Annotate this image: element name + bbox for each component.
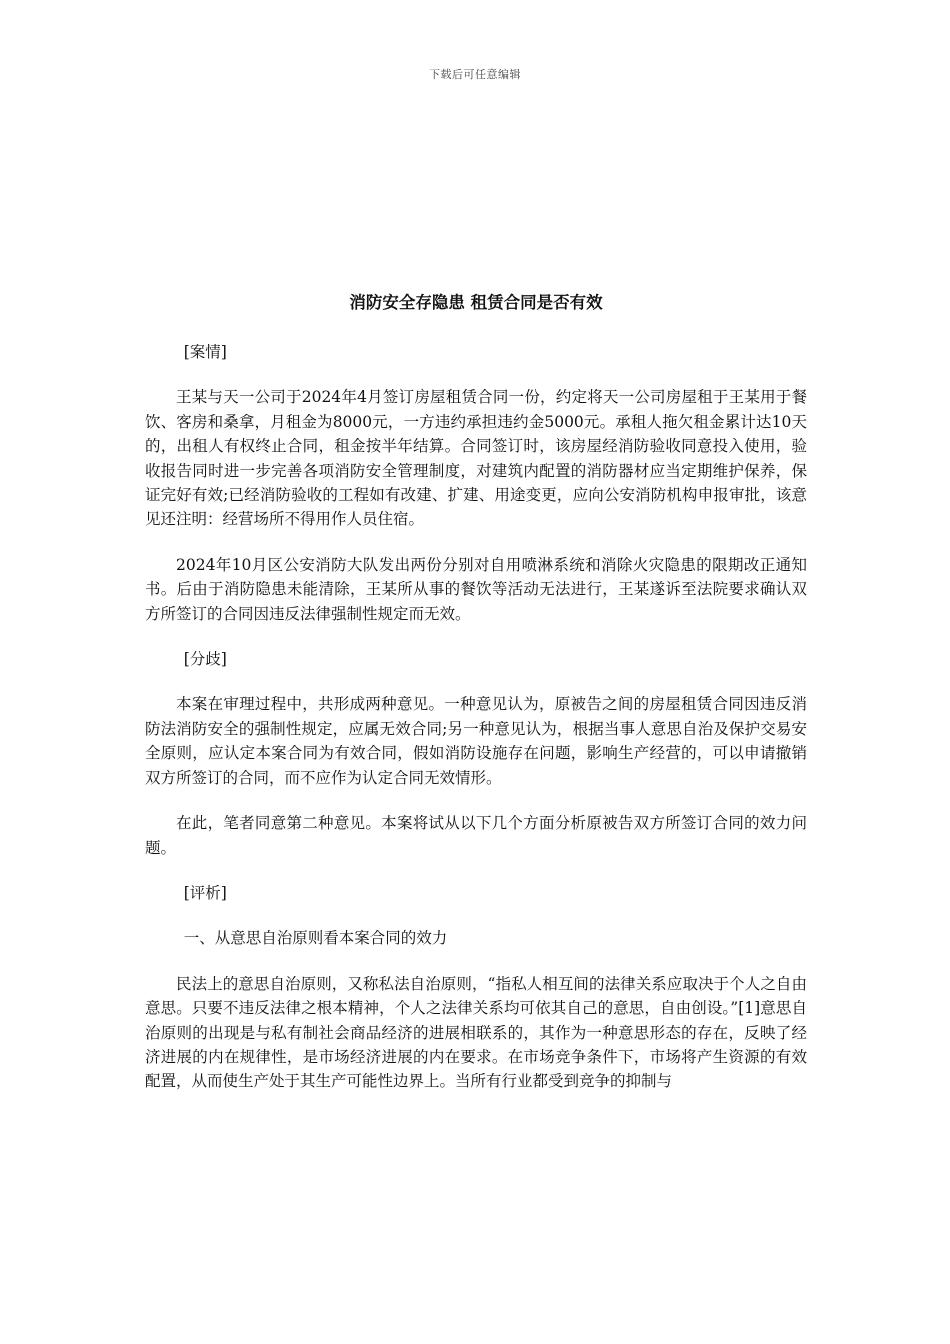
case-paragraph-2: 2024年10月区公安消防大队发出两份分别对自用喷淋系统和消除火灾隐患的限期改正通知书。后由于消防隐患未能清除，王某所从事的餐饮等活动无法进行，王某遂诉至法院要求确认双方所签订的合同因违反法律强制性规定而无效。 — [145, 555, 807, 623]
article-title: 消防安全存隐患 租赁合同是否有效 — [349, 293, 603, 312]
article-body — [145, 290, 807, 1115]
analysis-subheading-1: 一、从意思自治原则看本案合同的效力 — [183, 929, 448, 948]
analysis-paragraph-1: 民法上的意思自治原则，又称私法自治原则，“指私人相互间的法律关系应取决于个人之自由意思。只要不违反法律之根本精神，个人之法律关系均可依其自己的意思，自由创设。”[1]意思自治原则的出现是与私有制社会商品经济的进展相联系的，其作为一种意思形态的存在，反映了经济进展的内在规律性，是市场经济进展的内在要求。在市场竞争条件下，市场将产生资源的有效配置，从而使生产处于其生产可能性边界上。当所有行业都受到竞争的抑制与 — [145, 974, 807, 1091]
case-paragraph-1: 王某与天一公司于2024年4月签订房屋租赁合同一份，约定将天一公司房屋租于王某用于餐饮、客房和桑拿，月租金为8000元，一方违约承担违约金5000元。承租人拖欠租金累计达10天的，出租人有权终止合同，租金按半年结算。合同签订时，该房屋经消防验收同意投入使用，验收报告同时进一步完善各项消防安全管理制度，对建筑内配置的消防器材应当定期维护保养，保证完好有效;已经消防验收的工程如有改建、扩建、用途变更，应向公安消防机构申报审批，该意见还注明：经营场所不得用作人员住宿。 — [145, 388, 807, 529]
analysis-heading: [评析] — [183, 883, 227, 902]
dispute-heading: [分歧] — [183, 650, 227, 669]
dispute-paragraph-2: 在此，笔者同意第二种意见。本案将试从以下几个方面分析原被告双方所签订合同的效力问题。 — [145, 814, 807, 857]
header-note: 下载后可任意编辑 — [429, 68, 521, 81]
case-heading: [案情] — [183, 343, 227, 361]
dispute-paragraph-1: 本案在审理过程中，共形成两种意见。一种意见认为，原被告之间的房屋租赁合同因违反消防法消防安全的强制性规定，应属无效合同;另一种意见认为，根据当事人意思自治及保护交易安全原则，应认定本案合同为有效合同，假如消防设施存在问题，影响生产经营的，可以申请撤销双方所签订的合同，而不应作为认定合同无效情形。 — [145, 695, 807, 787]
